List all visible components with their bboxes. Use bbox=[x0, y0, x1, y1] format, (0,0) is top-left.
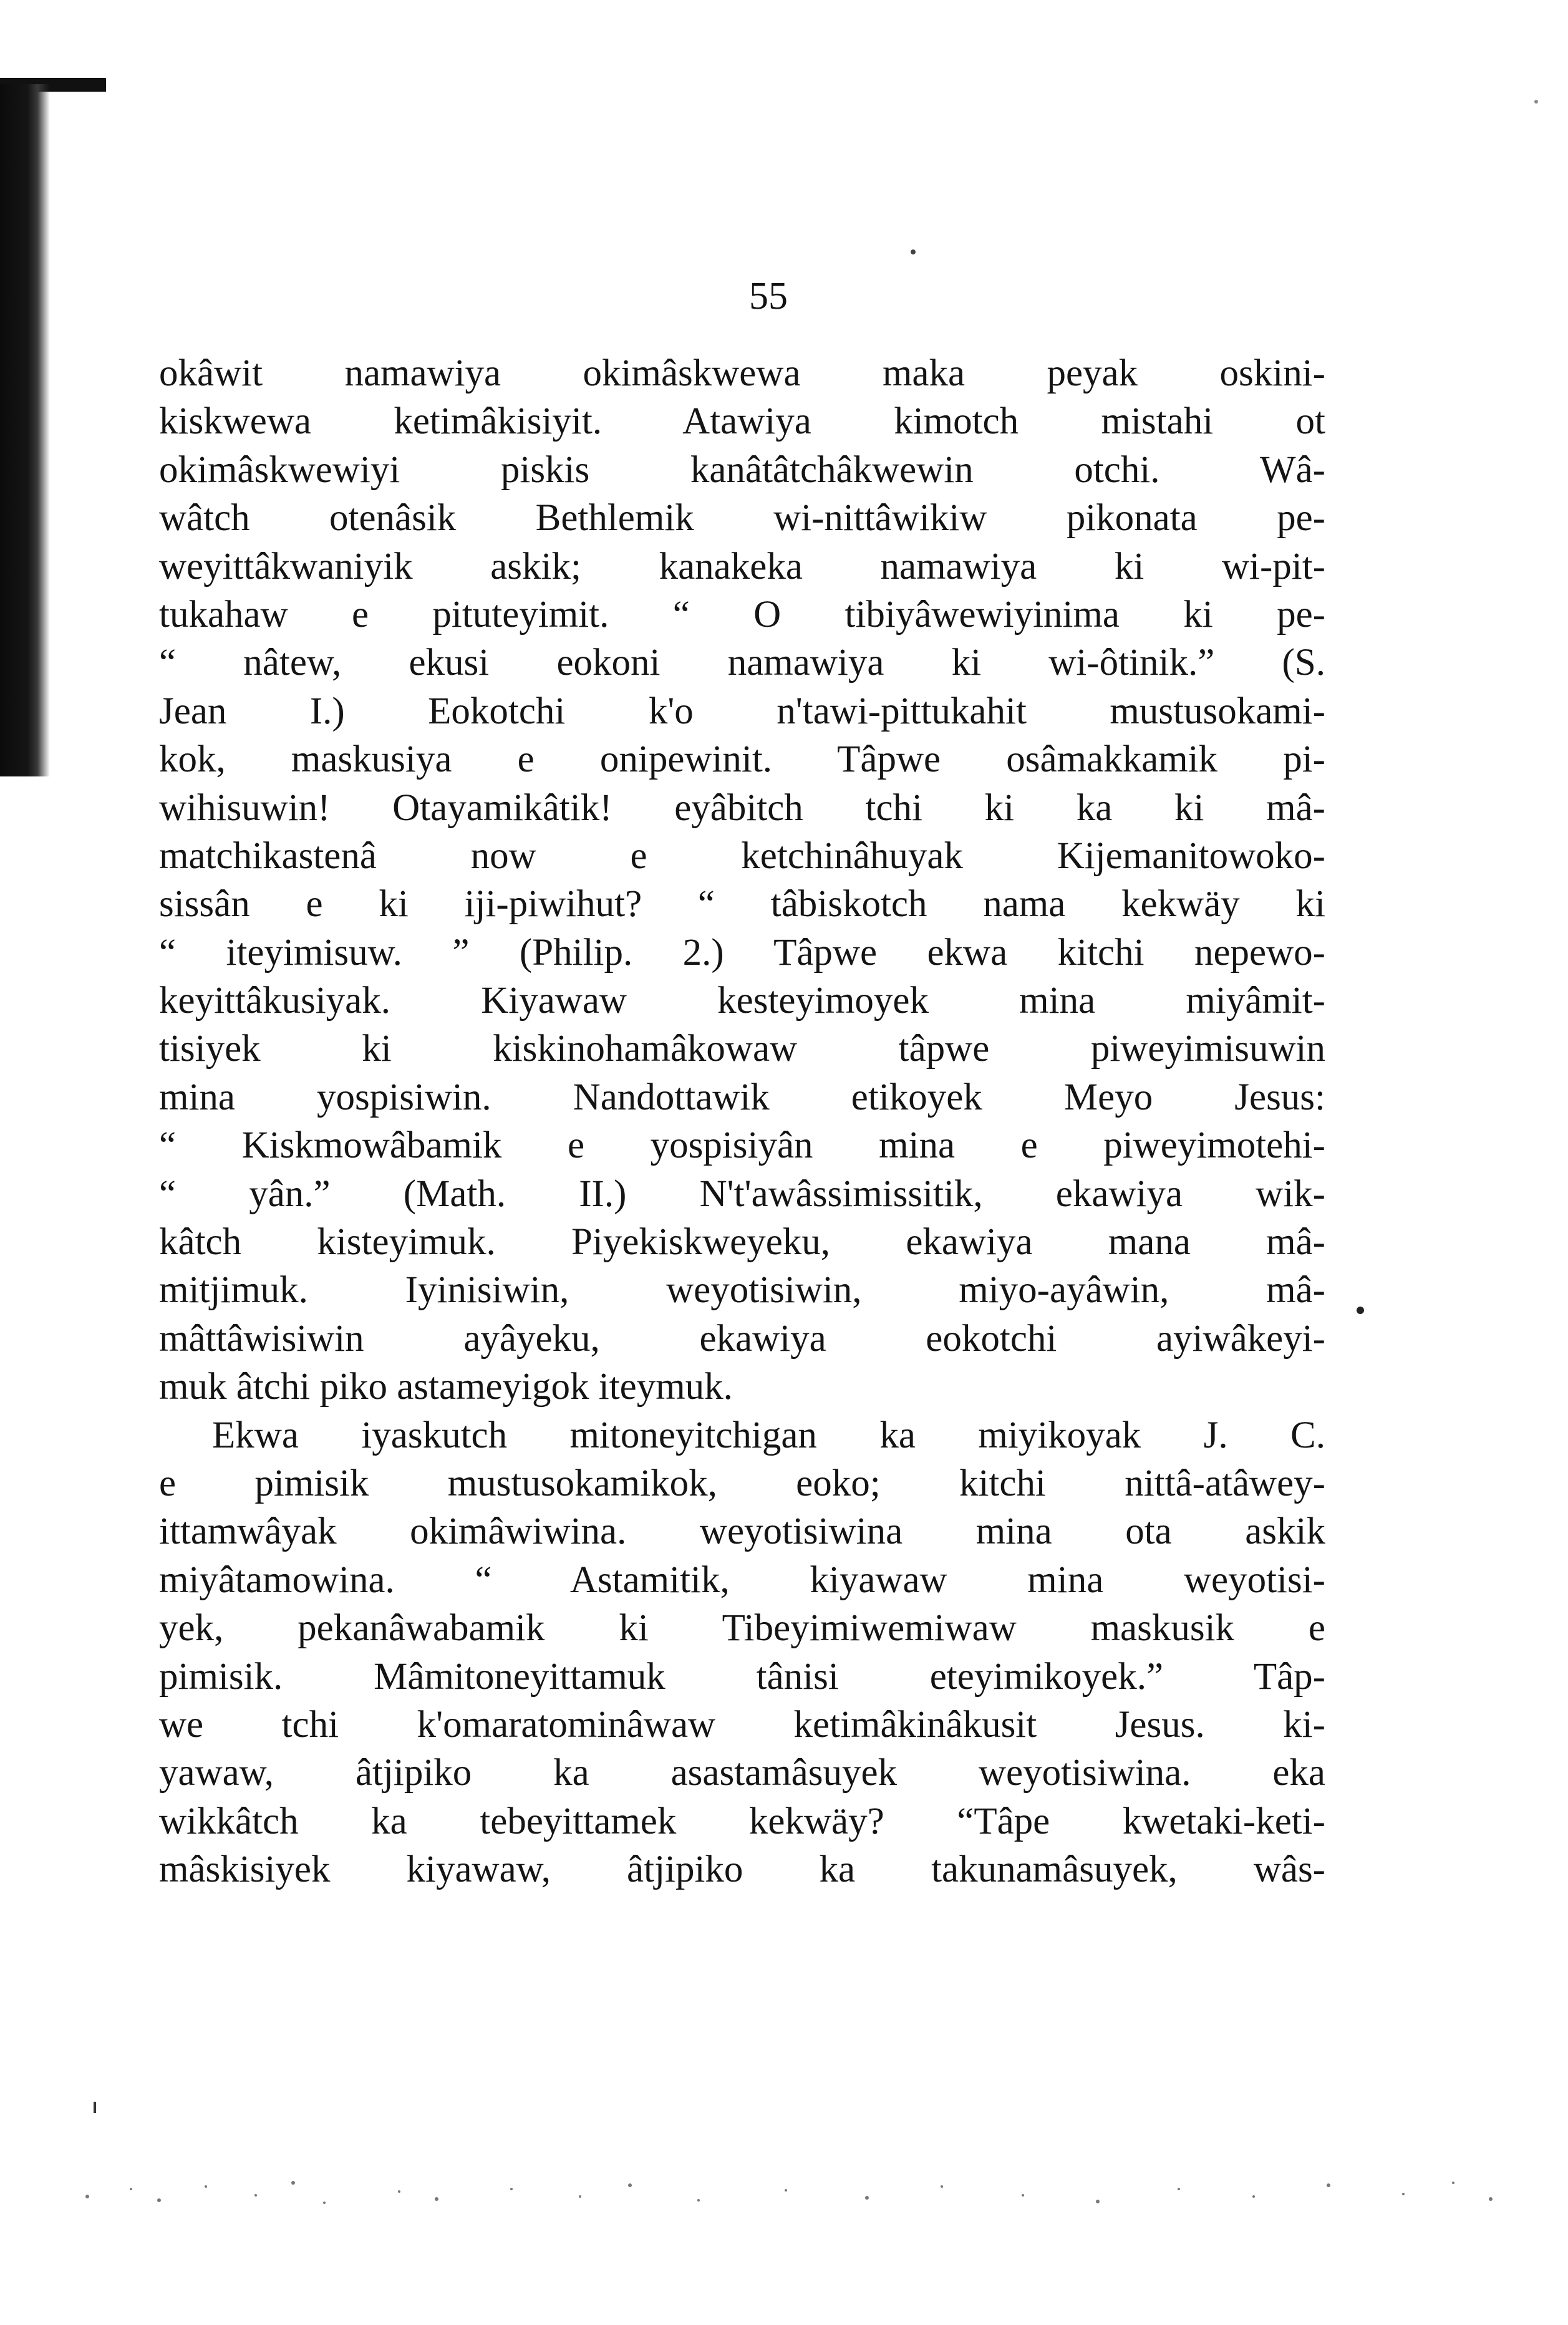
text-line: mâskisiyek kiyawaw, âtjipiko ka takunamâsuyek, wâs- bbox=[159, 1849, 1325, 1891]
text-line: “ nâtew, ekusi eokoni namawiya ki wi-ôtinik.” (S. bbox=[159, 642, 1325, 684]
text-line: keyittâkusiyak. Kiyawaw kesteyimoyek mina miyâmit- bbox=[159, 980, 1325, 1022]
text-line: Jean I.) Eokotchi k'o n'tawi-pittukahit mustusokami- bbox=[159, 690, 1325, 732]
text-line: kok, maskusiya e onipewinit. Tâpwe osâmakkamik pi- bbox=[159, 738, 1325, 781]
text-line: yek, pekanâwabamik ki Tibeyimiwemiwaw maskusik e bbox=[159, 1607, 1325, 1650]
text-line: “ Kiskmowâbamik e yospisiyân mina e piweyimotehi- bbox=[159, 1124, 1325, 1167]
text-line: wâtch otenâsik Bethlemik wi-nittâwikiw pikonata pe- bbox=[159, 497, 1325, 539]
text-line: matchikastenâ now e ketchinâhuyak Kijemanitowoko- bbox=[159, 834, 1325, 877]
text-line: yawaw, âtjipiko ka asastamâsuyek weyotisiwina. eka bbox=[159, 1752, 1325, 1794]
text-line: okâwit namawiya okimâskwewa maka peyak oskini- bbox=[159, 352, 1325, 394]
text-line: wikkâtch ka tebeyittamek kekwäy? “Tâpe kwetaki-keti- bbox=[159, 1800, 1325, 1842]
text-line: kâtch kisteyimuk. Piyekiskweyeku, ekawiya mana mâ- bbox=[159, 1221, 1325, 1264]
page-number-text: 55 bbox=[749, 275, 788, 317]
text-line: Ekwa iyaskutch mitoneyitchigan ka miyikoyak J. C. bbox=[212, 1414, 1325, 1456]
text-line: ittamwâyak okimâwiwina. weyotisiwina mina ota askik bbox=[159, 1511, 1325, 1553]
text-line: mina yospisiwin. Nandottawik etikoyek Meyo Jesus: bbox=[159, 1076, 1325, 1118]
margin-dot-right bbox=[1357, 1307, 1364, 1314]
text-line: wihisuwin! Otayamikâtik! eyâbitch tchi ki ka ki mâ- bbox=[159, 786, 1325, 829]
text-line: “ yân.” (Math. II.) N't'awâssimissitik, ekawiya wik- bbox=[159, 1172, 1325, 1215]
text-line: mitjimuk. Iyinisiwin, weyotisiwin, miyo-ayâwin, mâ- bbox=[159, 1269, 1325, 1312]
margin-dot-left bbox=[94, 2102, 96, 2113]
text-line: kiskwewa ketimâkisiyit. Atawiya kimotch mistahi ot bbox=[159, 400, 1325, 443]
scan-edge-shadow bbox=[0, 84, 50, 776]
text-line: pimisik. Mâmitoneyittamuk tânisi eteyimikoyek.” Tâp- bbox=[159, 1655, 1325, 1698]
margin-dot-top bbox=[911, 249, 916, 254]
text-line: tukahaw e pituteyimit. “ O tibiyâwewiyinima ki pe- bbox=[159, 593, 1325, 636]
text-line: okimâskwewiyi piskis kanâtâtchâkwewin otchi. Wâ- bbox=[159, 448, 1325, 491]
text-line: we tchi k'omaratominâwaw ketimâkinâkusit Jesus. ki- bbox=[159, 1703, 1325, 1746]
body-text bbox=[159, 349, 1325, 1894]
scan-noise bbox=[0, 2145, 1568, 2220]
text-line: “ iteyimisuw. ” (Philip. 2.) Tâpwe ekwa kitchi nepewo- bbox=[159, 931, 1325, 974]
text-line: muk âtchi piko astameyigok iteymuk. bbox=[159, 1366, 733, 1408]
text-line: tisiyek ki kiskinohamâkowaw tâpwe piweyimisuwin bbox=[159, 1028, 1325, 1070]
page-number bbox=[0, 274, 1568, 319]
text-line: e pimisik mustusokamikok, eoko; kitchi nittâ-atâwey- bbox=[159, 1462, 1325, 1504]
text-line: sissân e ki iji-piwihut? “ tâbiskotch nama kekwäy ki bbox=[159, 883, 1325, 926]
text-line: mâttâwisiwin ayâyeku, ekawiya eokotchi ayiwâkeyi- bbox=[159, 1317, 1325, 1360]
text-line: weyittâkwaniyik askik; kanakeka namawiya ki wi-pit- bbox=[159, 545, 1325, 587]
text-line: miyâtamowina. “ Astamitik, kiyawaw mina weyotisi- bbox=[159, 1559, 1325, 1601]
margin-dot-top-right bbox=[1534, 100, 1538, 104]
